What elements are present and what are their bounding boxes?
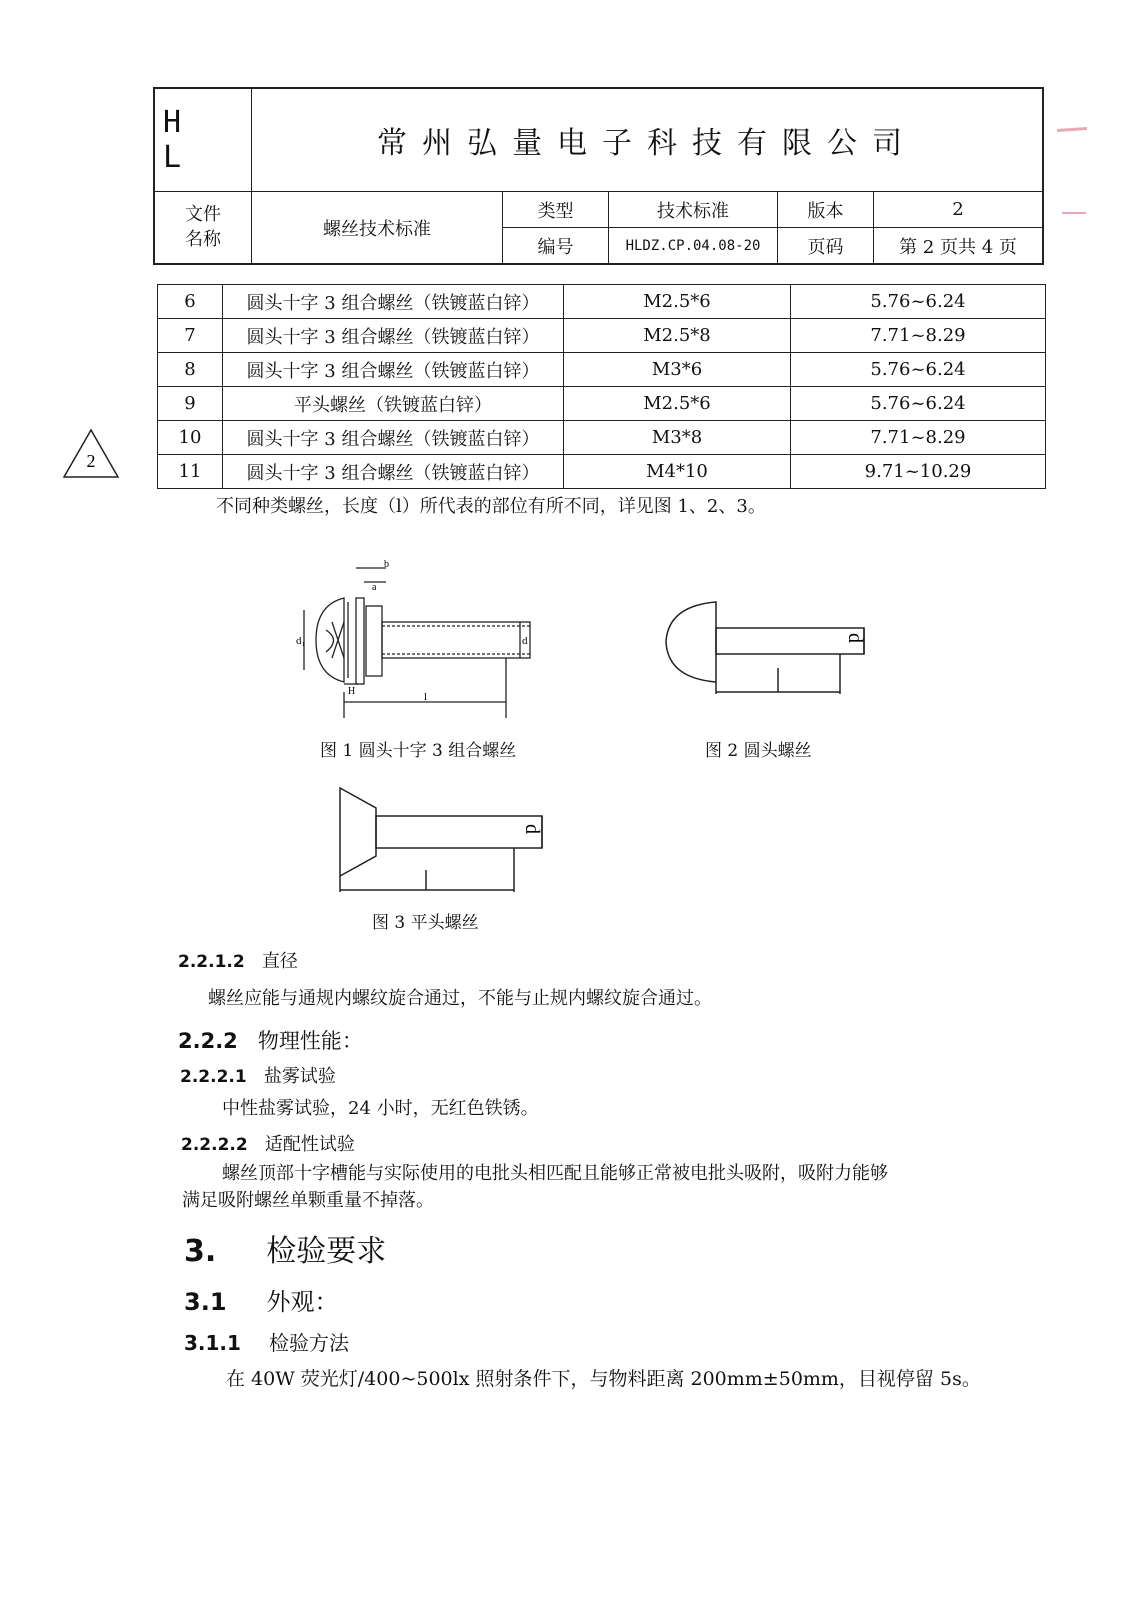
length-range: 5.76~6.24 [791,387,1046,421]
screw-size: M3*8 [564,421,791,455]
row-number: 10 [158,421,223,455]
table-row [158,285,1046,319]
screw-name: 圆头十字 3 组合螺丝（铁镀蓝白锌） [223,353,564,387]
fig3-label-d: d [521,824,543,834]
type-label: 类型 [503,192,609,228]
fig1-label-d: d [522,635,528,647]
code-value: HLDZ.CP.04.08-20 [609,228,778,264]
figure-3-caption: 图 3 平头螺丝 [372,913,479,933]
section-3-1-1-text: 在 40W 荧光灯/400~500lx 照射条件下，与物料距离 200mm±50mm，目视停留 5s。 [226,1368,981,1390]
screw-size: M3*6 [564,353,791,387]
figure-1-drawing [296,560,546,720]
type-value: 技术标准 [609,192,778,228]
code-label: 编号 [503,228,609,264]
doc-name: 螺丝技术标准 [252,192,503,264]
length-range: 5.76~6.24 [791,353,1046,387]
row-number: 9 [158,387,223,421]
company-name: 常州弘量电子科技有限公司 [252,88,1044,192]
length-range: 7.71~8.29 [791,319,1046,353]
figure-1-caption: 图 1 圆头十字 3 组合螺丝 [320,741,517,761]
fig1-label-a: a [372,582,377,593]
section-2-2-1-2-text: 螺丝应能与通规内螺纹旋合通过，不能与止规内螺纹旋合通过。 [208,988,712,1009]
table-row [158,455,1046,489]
section-2-2-2-1-text: 中性盐雾试验，24 小时，无红色铁锈。 [222,1098,539,1119]
section-2-2-2-1-heading: 2.2.2.1 盐雾试验 [180,1066,336,1087]
page-label: 页码 [778,228,874,264]
screw-name: 圆头十字 3 组合螺丝（铁镀蓝白锌） [223,285,564,319]
table-row [158,353,1046,387]
version-label: 版本 [778,192,874,228]
screw-size: M2.5*6 [564,285,791,319]
scan-mark [1057,127,1087,132]
screw-size: M2.5*6 [564,387,791,421]
screw-name: 圆头十字 3 组合螺丝（铁镀蓝白锌） [223,421,564,455]
doc-name-label: 文件名称 [154,192,252,264]
section-2-2-2-2-heading: 2.2.2.2 适配性试验 [181,1134,355,1155]
screw-size: M4*10 [564,455,791,489]
row-number: 7 [158,319,223,353]
note-text: 不同种类螺丝，长度（l）所代表的部位有所不同，详见图 1、2、3。 [216,496,766,517]
section-2-2-2-heading: 2.2.2 物理性能： [178,1029,363,1053]
scan-mark [1062,212,1086,214]
version-value: 2 [874,192,1044,228]
fig1-label-b: b [384,560,389,570]
section-3-heading: 3. 检验要求 [184,1234,387,1269]
figure-2-drawing [660,596,880,710]
screw-name: 圆头十字 3 组合螺丝（铁镀蓝白锌） [223,455,564,489]
section-2-2-2-2-text-line1: 螺丝顶部十字槽能与实际使用的电批头相匹配且能够正常被电批头吸附，吸附力能够 [222,1163,888,1184]
section-3-1-heading: 3.1 外观： [184,1288,339,1316]
section-2-2-1-2-heading: 2.2.1.2 直径 [178,951,298,972]
fig2-label-d: d [844,633,866,643]
figure-2-caption: 图 2 圆头螺丝 [705,741,812,761]
screw-name: 圆头十字 3 组合螺丝（铁镀蓝白锌） [223,319,564,353]
spec-table [157,284,1046,489]
section-2-2-2-2-text-line2: 满足吸附螺丝单颗重量不掉落。 [182,1190,434,1211]
revision-mark: 2 [86,451,96,471]
company-abbr: H L [154,88,252,192]
document-header [153,87,1044,265]
table-row [158,387,1046,421]
length-range: 5.76~6.24 [791,285,1046,319]
row-number: 8 [158,353,223,387]
fig1-label-l: l [424,691,428,703]
screw-size: M2.5*8 [564,319,791,353]
table-row [158,421,1046,455]
section-3-1-1-heading: 3.1.1 检验方法 [184,1331,349,1355]
revision-triangle-icon [62,428,120,480]
page-value: 第 2 页共 4 页 [874,228,1044,264]
row-number: 11 [158,455,223,489]
figure-3-drawing [336,784,556,896]
table-row [158,319,1046,353]
length-range: 9.71~10.29 [791,455,1046,489]
length-range: 7.71~8.29 [791,421,1046,455]
fig1-label-d1: d₁ [296,635,306,647]
screw-name: 平头螺丝（铁镀蓝白锌） [223,387,564,421]
row-number: 6 [158,285,223,319]
fig1-label-H: H [348,686,356,697]
